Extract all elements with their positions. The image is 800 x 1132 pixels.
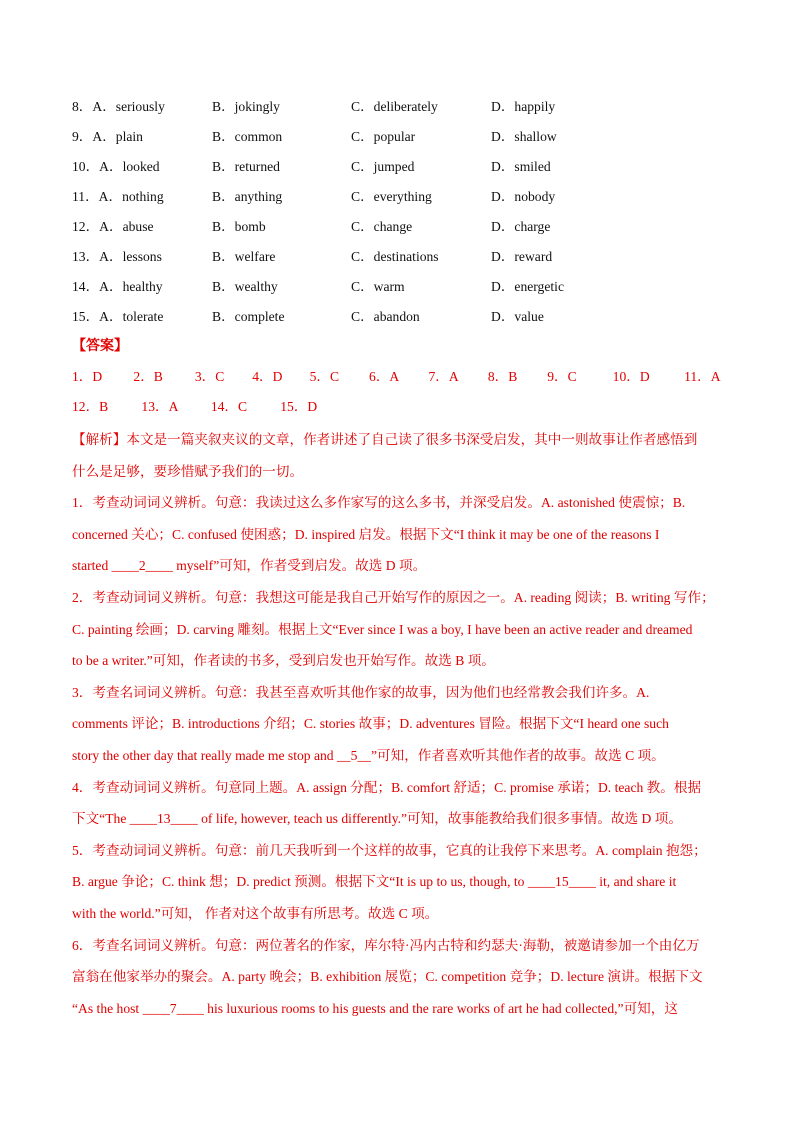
answer-item: 3．C bbox=[194, 369, 225, 384]
option-c: C．change bbox=[351, 219, 413, 234]
answer-list-row-1 bbox=[72, 366, 734, 388]
option-row bbox=[72, 216, 752, 238]
option-b: B．anything bbox=[212, 189, 283, 204]
analysis-line: 4．考查动词词义辨析。句意同上题。A. assign 分配；B. comfort 舒适；C. promise 承诺；D. teach 教。根据 bbox=[72, 779, 702, 795]
answer-heading: 【答案】 bbox=[72, 339, 128, 354]
option-a: 9．A．plain bbox=[72, 129, 143, 144]
analysis-line: B. argue 争论；C. think 想；D. predict 预测。根据下文“It is up to us, though, to ____15____ it, and share it bbox=[72, 874, 677, 890]
analysis-line: story the other day that really made me stop and __5__”可知，作者喜欢听其他作者的故事。故选 C 项。 bbox=[72, 747, 665, 763]
option-d: D．value bbox=[491, 309, 544, 324]
option-c: C．popular bbox=[351, 129, 416, 144]
analysis-line: 【解析】本文是一篇夹叙夹议的文章，作者讲述了自己读了很多书深受启发，其中一则故事让作者感悟到 bbox=[72, 432, 698, 447]
analysis-line: 2．考查动词词义辨析。句意：我想这可能是我自己开始写作的原因之一。A. reading 阅读；B. writing 写作； bbox=[72, 589, 715, 605]
answer-item: 9．C bbox=[547, 369, 577, 384]
option-d: D．happily bbox=[491, 99, 556, 114]
option-b: B．common bbox=[212, 129, 283, 144]
option-a: 14．A．healthy bbox=[72, 279, 163, 294]
analysis-line: 6．考查名词词义辨析。句意：两位著名的作家，库尔特·冯内古特和约瑟夫·海勒，被邀请参加一个由亿万 bbox=[72, 937, 700, 953]
option-d: D．smiled bbox=[491, 159, 551, 174]
answer-item: 2．B bbox=[133, 369, 163, 384]
option-d: D．energetic bbox=[491, 279, 564, 294]
option-a: 10．A．looked bbox=[72, 159, 160, 174]
analysis-line: 3．考查名词词义辨析。句意：我甚至喜欢听其他作家的故事，因为他们也经常教会我们许多。A. bbox=[72, 684, 650, 700]
answer-item: 10．D bbox=[612, 369, 650, 384]
answer-item: 1．D bbox=[72, 369, 103, 384]
analysis-line: 什么是足够，要珍惜赋予我们的一切。 bbox=[72, 463, 304, 479]
answer-item: 11．A bbox=[684, 369, 721, 384]
option-b: B．returned bbox=[212, 159, 280, 174]
option-row bbox=[72, 246, 752, 268]
option-b: B．jokingly bbox=[212, 99, 280, 114]
analysis-line: 富翁在他家举办的聚会。A. party 晚会；B. exhibition 展览；C. competition 竞争；D. lecture 演讲。根据下文 bbox=[72, 969, 703, 985]
option-d: D．nobody bbox=[491, 189, 556, 204]
answer-item: 12．B bbox=[72, 399, 109, 414]
option-c: C．jumped bbox=[351, 159, 415, 174]
option-a: 15．A．tolerate bbox=[72, 309, 164, 324]
analysis-line: 下文“The ____13____ of life, however, teach us differently.”可知，故事能教给我们很多事情。故选 D 项。 bbox=[72, 811, 682, 827]
answer-list-row-2 bbox=[72, 396, 340, 418]
analysis-line: C. painting 绘画；D. carving 雕刻。根据上文“Ever since I was a boy, I have been an active reader and dreamed bbox=[72, 621, 693, 637]
option-row bbox=[72, 96, 752, 118]
option-c: C．everything bbox=[351, 189, 432, 204]
analysis-line: 1．考查动词词义辨析。句意：我读过这么多作家写的这么多书，并深受启发。A. astonished 使震惊；B. bbox=[72, 495, 686, 511]
answer-item: 6．A bbox=[369, 369, 400, 384]
option-a: 12．A．abuse bbox=[72, 219, 154, 234]
option-b: B．bomb bbox=[212, 219, 266, 234]
option-c: C．abandon bbox=[351, 309, 420, 324]
option-c: C．destinations bbox=[351, 249, 439, 264]
analysis-line: 5．考查动词词义辨析。句意：前几天我听到一个这样的故事，它真的让我停下来思考。A. complain 抱怨； bbox=[72, 842, 707, 858]
answer-item: 5．C bbox=[309, 369, 340, 384]
analysis-line: comments 评论；B. introductions 介绍；C. stories 故事；D. adventures 冒险。根据下文“I heard one such bbox=[72, 716, 669, 732]
option-c: C．deliberately bbox=[351, 99, 438, 114]
analysis-section bbox=[72, 424, 732, 1024]
option-row bbox=[72, 186, 752, 208]
option-a: 11．A．nothing bbox=[72, 189, 164, 204]
answer-item: 7．A bbox=[428, 369, 459, 384]
option-b: B．wealthy bbox=[212, 279, 278, 294]
option-row bbox=[72, 126, 752, 148]
answer-item: 13．A bbox=[141, 399, 179, 414]
answer-item: 4．D bbox=[252, 369, 283, 384]
option-row bbox=[72, 156, 752, 178]
option-d: D．reward bbox=[491, 249, 553, 264]
option-row bbox=[72, 276, 752, 298]
option-d: D．charge bbox=[491, 219, 551, 234]
option-b: B．complete bbox=[212, 309, 285, 324]
option-d: D．shallow bbox=[491, 129, 557, 144]
analysis-line: concerned 关心；C. confused 使困惑；D. inspired 启发。根据下文“I think it may be one of the reasons I bbox=[72, 526, 660, 542]
analysis-line: with the world.”可知， 作者对这个故事有所思考。故选 C 项。 bbox=[72, 905, 439, 921]
answer-item: 14．C bbox=[210, 399, 248, 414]
answer-item: 15．D bbox=[280, 399, 318, 414]
option-b: B．welfare bbox=[212, 249, 276, 264]
analysis-line: to be a writer.”可知，作者读的书多，受到启发也开始写作。故选 B 项。 bbox=[72, 653, 495, 669]
option-a: 8．A．seriously bbox=[72, 99, 165, 114]
analysis-line: “As the host ____7____ his luxurious rooms to his guests and the rare works of art he had collected,”可知，这 bbox=[72, 1000, 678, 1016]
answer-item: 8．B bbox=[487, 369, 518, 384]
option-a: 13．A．lessons bbox=[72, 249, 162, 264]
analysis-line: started ____2____ myself”可知，作者受到启发。故选 D 项。 bbox=[72, 558, 427, 574]
option-row bbox=[72, 306, 752, 328]
option-c: C．warm bbox=[351, 279, 405, 294]
